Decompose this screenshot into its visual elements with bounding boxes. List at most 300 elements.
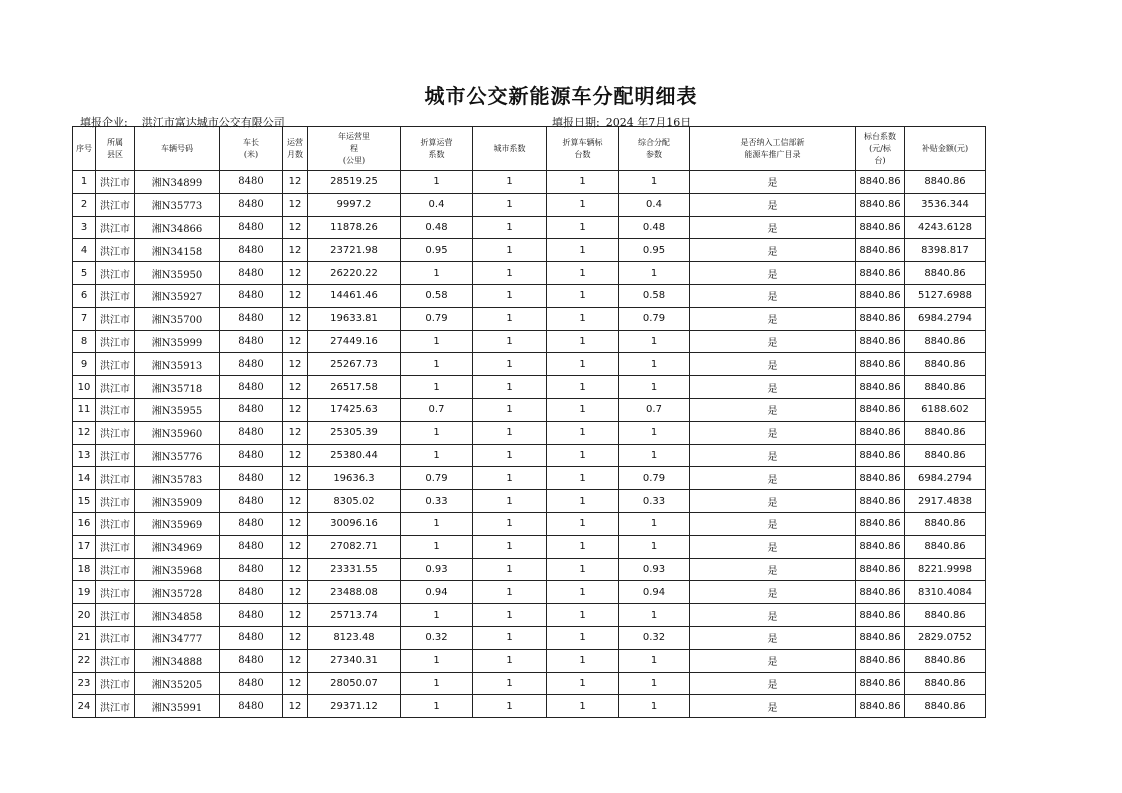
cell-city: 1 — [473, 330, 547, 353]
cell-conv: 0.94 — [401, 581, 473, 604]
table-row — [73, 535, 986, 558]
cell-comp: 0.33 — [619, 490, 690, 513]
cell-miit: 是 — [690, 421, 856, 444]
table-row — [73, 444, 986, 467]
cell-county: 洪江市 — [96, 444, 135, 467]
cell-months: 12 — [283, 512, 308, 535]
cell-city: 1 — [473, 193, 547, 216]
cell-conv: 0.32 — [401, 626, 473, 649]
cell-months: 12 — [283, 490, 308, 513]
table-body — [73, 171, 986, 718]
table-row — [73, 490, 986, 513]
cell-plate: 湘N35969 — [135, 512, 220, 535]
cell-mileage: 27082.71 — [308, 535, 401, 558]
table-row — [73, 421, 986, 444]
cell-mileage: 30096.16 — [308, 512, 401, 535]
table-header-row — [73, 127, 986, 171]
cell-subsidy: 6984.2794 — [905, 307, 986, 330]
cell-miit: 是 — [690, 398, 856, 421]
cell-std: 8840.86 — [856, 604, 905, 627]
table-row — [73, 672, 986, 695]
cell-county: 洪江市 — [96, 307, 135, 330]
cell-subsidy: 8840.86 — [905, 376, 986, 399]
cell-length: 8480 — [220, 649, 283, 672]
cell-length: 8480 — [220, 695, 283, 718]
cell-city: 1 — [473, 649, 547, 672]
cell-city: 1 — [473, 444, 547, 467]
cell-mileage: 28519.25 — [308, 171, 401, 194]
cell-miit: 是 — [690, 376, 856, 399]
cell-comp: 1 — [619, 604, 690, 627]
cell-city: 1 — [473, 672, 547, 695]
cell-std: 8840.86 — [856, 330, 905, 353]
cell-months: 12 — [283, 444, 308, 467]
cell-std: 8840.86 — [856, 171, 905, 194]
cell-months: 12 — [283, 672, 308, 695]
cell-mileage: 19633.81 — [308, 307, 401, 330]
cell-comp: 0.58 — [619, 284, 690, 307]
cell-units: 1 — [547, 262, 619, 285]
cell-comp: 1 — [619, 672, 690, 695]
cell-units: 1 — [547, 626, 619, 649]
cell-city: 1 — [473, 307, 547, 330]
date-value: 2024 年7月16日 — [605, 116, 692, 129]
cell-seq: 11 — [73, 398, 96, 421]
cell-seq: 13 — [73, 444, 96, 467]
cell-subsidy: 8310.4084 — [905, 581, 986, 604]
cell-seq: 2 — [73, 193, 96, 216]
cell-conv: 0.7 — [401, 398, 473, 421]
cell-plate: 湘N35773 — [135, 193, 220, 216]
cell-length: 8480 — [220, 307, 283, 330]
table-row — [73, 467, 986, 490]
table-row — [73, 216, 986, 239]
cell-conv: 1 — [401, 672, 473, 695]
cell-std: 8840.86 — [856, 444, 905, 467]
table-row — [73, 284, 986, 307]
cell-county: 洪江市 — [96, 171, 135, 194]
cell-seq: 16 — [73, 512, 96, 535]
cell-conv: 0.93 — [401, 558, 473, 581]
cell-months: 12 — [283, 330, 308, 353]
cell-conv: 1 — [401, 376, 473, 399]
cell-miit: 是 — [690, 649, 856, 672]
cell-comp: 1 — [619, 649, 690, 672]
cell-comp: 1 — [619, 353, 690, 376]
cell-length: 8480 — [220, 512, 283, 535]
cell-miit: 是 — [690, 171, 856, 194]
table-row — [73, 512, 986, 535]
cell-county: 洪江市 — [96, 467, 135, 490]
cell-county: 洪江市 — [96, 376, 135, 399]
cell-length: 8480 — [220, 626, 283, 649]
cell-comp: 0.95 — [619, 239, 690, 262]
cell-city: 1 — [473, 581, 547, 604]
cell-subsidy: 8840.86 — [905, 535, 986, 558]
cell-plate: 湘N35783 — [135, 467, 220, 490]
cell-months: 12 — [283, 216, 308, 239]
cell-seq: 6 — [73, 284, 96, 307]
cell-seq: 7 — [73, 307, 96, 330]
cell-subsidy: 8840.86 — [905, 421, 986, 444]
header-plate: 车辆号码 — [135, 127, 220, 171]
cell-length: 8480 — [220, 421, 283, 444]
cell-length: 8480 — [220, 398, 283, 421]
cell-city: 1 — [473, 421, 547, 444]
cell-miit: 是 — [690, 239, 856, 262]
cell-plate: 湘N34777 — [135, 626, 220, 649]
cell-mileage: 9997.2 — [308, 193, 401, 216]
header-composite: 综合分配 参数 — [619, 127, 690, 171]
cell-units: 1 — [547, 353, 619, 376]
table-row — [73, 171, 986, 194]
cell-miit: 是 — [690, 512, 856, 535]
cell-std: 8840.86 — [856, 695, 905, 718]
cell-county: 洪江市 — [96, 558, 135, 581]
table-row — [73, 604, 986, 627]
cell-seq: 22 — [73, 649, 96, 672]
header-std-units: 折算车辆标 台数 — [547, 127, 619, 171]
cell-length: 8480 — [220, 284, 283, 307]
cell-comp: 1 — [619, 535, 690, 558]
cell-subsidy: 8840.86 — [905, 604, 986, 627]
cell-miit: 是 — [690, 558, 856, 581]
cell-comp: 1 — [619, 262, 690, 285]
cell-subsidy: 2829.0752 — [905, 626, 986, 649]
cell-std: 8840.86 — [856, 239, 905, 262]
cell-months: 12 — [283, 421, 308, 444]
cell-months: 12 — [283, 171, 308, 194]
cell-units: 1 — [547, 512, 619, 535]
cell-city: 1 — [473, 467, 547, 490]
cell-miit: 是 — [690, 581, 856, 604]
cell-std: 8840.86 — [856, 193, 905, 216]
cell-subsidy: 8840.86 — [905, 262, 986, 285]
cell-subsidy: 8840.86 — [905, 695, 986, 718]
cell-plate: 湘N35700 — [135, 307, 220, 330]
table-row — [73, 239, 986, 262]
cell-units: 1 — [547, 398, 619, 421]
cell-conv: 1 — [401, 535, 473, 558]
cell-mileage: 27340.31 — [308, 649, 401, 672]
cell-comp: 0.93 — [619, 558, 690, 581]
cell-months: 12 — [283, 535, 308, 558]
cell-city: 1 — [473, 262, 547, 285]
cell-plate: 湘N34866 — [135, 216, 220, 239]
cell-city: 1 — [473, 695, 547, 718]
cell-mileage: 8123.48 — [308, 626, 401, 649]
cell-months: 12 — [283, 376, 308, 399]
table-row — [73, 558, 986, 581]
cell-months: 12 — [283, 284, 308, 307]
cell-conv: 1 — [401, 421, 473, 444]
cell-city: 1 — [473, 626, 547, 649]
table-row — [73, 330, 986, 353]
cell-length: 8480 — [220, 467, 283, 490]
cell-months: 12 — [283, 467, 308, 490]
cell-months: 12 — [283, 581, 308, 604]
cell-county: 洪江市 — [96, 193, 135, 216]
cell-units: 1 — [547, 649, 619, 672]
cell-county: 洪江市 — [96, 490, 135, 513]
cell-county: 洪江市 — [96, 330, 135, 353]
cell-length: 8480 — [220, 490, 283, 513]
cell-mileage: 27449.16 — [308, 330, 401, 353]
cell-conv: 0.79 — [401, 467, 473, 490]
cell-conv: 0.4 — [401, 193, 473, 216]
cell-subsidy: 5127.6988 — [905, 284, 986, 307]
cell-conv: 1 — [401, 604, 473, 627]
cell-std: 8840.86 — [856, 398, 905, 421]
cell-miit: 是 — [690, 262, 856, 285]
cell-miit: 是 — [690, 193, 856, 216]
cell-mileage: 29371.12 — [308, 695, 401, 718]
table-row — [73, 307, 986, 330]
cell-units: 1 — [547, 307, 619, 330]
cell-length: 8480 — [220, 353, 283, 376]
allocation-table — [72, 126, 986, 718]
cell-units: 1 — [547, 535, 619, 558]
cell-city: 1 — [473, 398, 547, 421]
cell-length: 8480 — [220, 604, 283, 627]
cell-mileage: 17425.63 — [308, 398, 401, 421]
cell-city: 1 — [473, 171, 547, 194]
cell-months: 12 — [283, 626, 308, 649]
cell-comp: 0.79 — [619, 307, 690, 330]
cell-units: 1 — [547, 581, 619, 604]
cell-city: 1 — [473, 558, 547, 581]
cell-length: 8480 — [220, 376, 283, 399]
cell-seq: 23 — [73, 672, 96, 695]
cell-units: 1 — [547, 672, 619, 695]
cell-conv: 0.48 — [401, 216, 473, 239]
cell-city: 1 — [473, 512, 547, 535]
cell-conv: 0.58 — [401, 284, 473, 307]
cell-seq: 8 — [73, 330, 96, 353]
cell-plate: 湘N35718 — [135, 376, 220, 399]
table-row — [73, 626, 986, 649]
cell-subsidy: 6984.2794 — [905, 467, 986, 490]
cell-city: 1 — [473, 353, 547, 376]
cell-seq: 20 — [73, 604, 96, 627]
cell-seq: 19 — [73, 581, 96, 604]
cell-plate: 湘N35927 — [135, 284, 220, 307]
cell-std: 8840.86 — [856, 262, 905, 285]
cell-length: 8480 — [220, 535, 283, 558]
cell-comp: 1 — [619, 512, 690, 535]
cell-length: 8480 — [220, 216, 283, 239]
cell-length: 8480 — [220, 239, 283, 262]
cell-conv: 0.79 — [401, 307, 473, 330]
cell-seq: 17 — [73, 535, 96, 558]
cell-comp: 1 — [619, 444, 690, 467]
cell-length: 8480 — [220, 330, 283, 353]
cell-length: 8480 — [220, 444, 283, 467]
cell-city: 1 — [473, 490, 547, 513]
cell-seq: 18 — [73, 558, 96, 581]
cell-subsidy: 2917.4838 — [905, 490, 986, 513]
cell-std: 8840.86 — [856, 512, 905, 535]
cell-mileage: 19636.3 — [308, 467, 401, 490]
cell-months: 12 — [283, 695, 308, 718]
cell-miit: 是 — [690, 330, 856, 353]
cell-conv: 1 — [401, 262, 473, 285]
cell-std: 8840.86 — [856, 467, 905, 490]
cell-county: 洪江市 — [96, 626, 135, 649]
cell-plate: 湘N35913 — [135, 353, 220, 376]
cell-length: 8480 — [220, 262, 283, 285]
cell-conv: 1 — [401, 649, 473, 672]
cell-county: 洪江市 — [96, 239, 135, 262]
cell-length: 8480 — [220, 558, 283, 581]
company-label: 填报企业: — [80, 116, 128, 129]
cell-units: 1 — [547, 284, 619, 307]
cell-miit: 是 — [690, 353, 856, 376]
cell-miit: 是 — [690, 672, 856, 695]
cell-city: 1 — [473, 216, 547, 239]
cell-plate: 湘N34899 — [135, 171, 220, 194]
date-label: 填报日期: — [552, 116, 600, 129]
cell-city: 1 — [473, 239, 547, 262]
cell-plate: 湘N35205 — [135, 672, 220, 695]
cell-seq: 12 — [73, 421, 96, 444]
cell-subsidy: 8221.9998 — [905, 558, 986, 581]
cell-comp: 0.79 — [619, 467, 690, 490]
cell-months: 12 — [283, 604, 308, 627]
cell-std: 8840.86 — [856, 353, 905, 376]
cell-subsidy: 4243.6128 — [905, 216, 986, 239]
cell-conv: 0.95 — [401, 239, 473, 262]
cell-std: 8840.86 — [856, 649, 905, 672]
cell-county: 洪江市 — [96, 216, 135, 239]
cell-mileage: 25305.39 — [308, 421, 401, 444]
cell-units: 1 — [547, 171, 619, 194]
table-row — [73, 353, 986, 376]
cell-mileage: 25713.74 — [308, 604, 401, 627]
cell-miit: 是 — [690, 444, 856, 467]
cell-plate: 湘N34888 — [135, 649, 220, 672]
cell-mileage: 28050.07 — [308, 672, 401, 695]
header-county: 所属 县区 — [96, 127, 135, 171]
cell-comp: 0.94 — [619, 581, 690, 604]
cell-plate: 湘N35991 — [135, 695, 220, 718]
cell-length: 8480 — [220, 672, 283, 695]
cell-seq: 4 — [73, 239, 96, 262]
cell-county: 洪江市 — [96, 695, 135, 718]
cell-mileage: 25267.73 — [308, 353, 401, 376]
cell-months: 12 — [283, 398, 308, 421]
header-miit: 是否纳入工信部新 能源车推广目录 — [690, 127, 856, 171]
cell-months: 12 — [283, 558, 308, 581]
cell-subsidy: 8840.86 — [905, 330, 986, 353]
table-row — [73, 193, 986, 216]
cell-seq: 24 — [73, 695, 96, 718]
header-mileage: 年运营里 程 (公里) — [308, 127, 401, 171]
cell-county: 洪江市 — [96, 512, 135, 535]
cell-miit: 是 — [690, 626, 856, 649]
cell-units: 1 — [547, 216, 619, 239]
cell-county: 洪江市 — [96, 421, 135, 444]
cell-plate: 湘N35950 — [135, 262, 220, 285]
cell-mileage: 26517.58 — [308, 376, 401, 399]
cell-months: 12 — [283, 649, 308, 672]
table-row — [73, 581, 986, 604]
cell-comp: 0.7 — [619, 398, 690, 421]
page-title: 城市公交新能源车分配明细表 — [424, 84, 698, 108]
cell-subsidy: 8840.86 — [905, 512, 986, 535]
cell-conv: 1 — [401, 695, 473, 718]
cell-conv: 1 — [401, 330, 473, 353]
cell-miit: 是 — [690, 695, 856, 718]
cell-units: 1 — [547, 193, 619, 216]
cell-city: 1 — [473, 376, 547, 399]
cell-county: 洪江市 — [96, 581, 135, 604]
cell-county: 洪江市 — [96, 262, 135, 285]
cell-units: 1 — [547, 695, 619, 718]
cell-seq: 9 — [73, 353, 96, 376]
table-row — [73, 398, 986, 421]
table-row — [73, 376, 986, 399]
cell-months: 12 — [283, 262, 308, 285]
cell-mileage: 14461.46 — [308, 284, 401, 307]
header-seq: 序号 — [73, 127, 96, 171]
cell-std: 8840.86 — [856, 672, 905, 695]
cell-county: 洪江市 — [96, 604, 135, 627]
header-length: 车长 (米) — [220, 127, 283, 171]
cell-seq: 10 — [73, 376, 96, 399]
cell-length: 8480 — [220, 193, 283, 216]
cell-subsidy: 8840.86 — [905, 353, 986, 376]
cell-seq: 21 — [73, 626, 96, 649]
cell-plate: 湘N35955 — [135, 398, 220, 421]
cell-comp: 1 — [619, 421, 690, 444]
cell-conv: 0.33 — [401, 490, 473, 513]
cell-conv: 1 — [401, 512, 473, 535]
cell-comp: 0.48 — [619, 216, 690, 239]
cell-city: 1 — [473, 604, 547, 627]
cell-mileage: 26220.22 — [308, 262, 401, 285]
cell-miit: 是 — [690, 490, 856, 513]
cell-county: 洪江市 — [96, 353, 135, 376]
cell-miit: 是 — [690, 284, 856, 307]
cell-std: 8840.86 — [856, 558, 905, 581]
cell-units: 1 — [547, 376, 619, 399]
cell-seq: 15 — [73, 490, 96, 513]
cell-mileage: 23721.98 — [308, 239, 401, 262]
cell-months: 12 — [283, 239, 308, 262]
cell-miit: 是 — [690, 604, 856, 627]
cell-units: 1 — [547, 239, 619, 262]
cell-comp: 0.4 — [619, 193, 690, 216]
cell-county: 洪江市 — [96, 672, 135, 695]
cell-miit: 是 — [690, 307, 856, 330]
cell-length: 8480 — [220, 171, 283, 194]
cell-comp: 0.32 — [619, 626, 690, 649]
cell-seq: 5 — [73, 262, 96, 285]
cell-subsidy: 8840.86 — [905, 649, 986, 672]
cell-plate: 湘N34158 — [135, 239, 220, 262]
cell-units: 1 — [547, 330, 619, 353]
cell-conv: 1 — [401, 444, 473, 467]
cell-std: 8840.86 — [856, 216, 905, 239]
cell-units: 1 — [547, 604, 619, 627]
cell-std: 8840.86 — [856, 421, 905, 444]
cell-county: 洪江市 — [96, 398, 135, 421]
cell-std: 8840.86 — [856, 626, 905, 649]
cell-subsidy: 6188.602 — [905, 398, 986, 421]
cell-length: 8480 — [220, 581, 283, 604]
cell-miit: 是 — [690, 216, 856, 239]
